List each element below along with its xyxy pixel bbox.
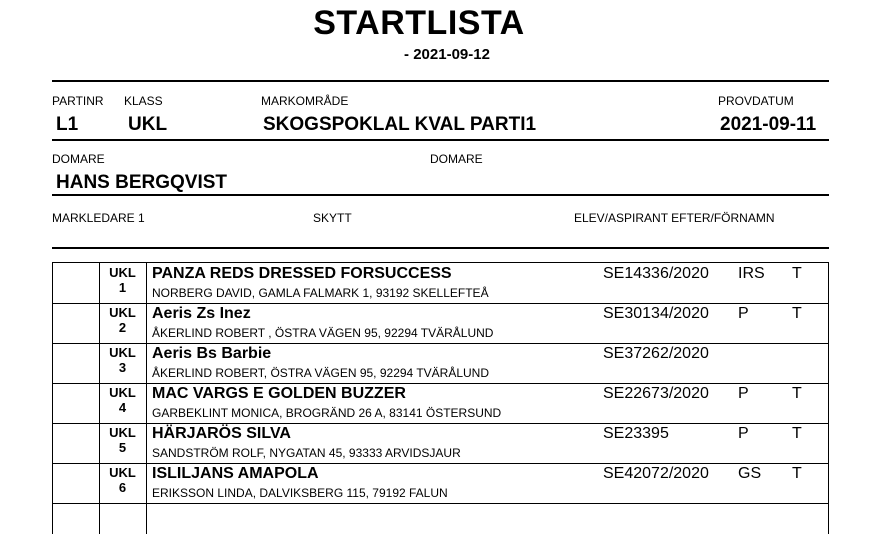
registration-number: SE42072/2020 bbox=[603, 465, 709, 482]
dog-name: ISLILJANS AMAPOLA bbox=[152, 465, 319, 482]
owner-info: NORBERG DAVID, GAMLA FALMARK 1, 93192 SKELLEFTEÅ bbox=[152, 286, 489, 300]
entry-class: UKL 1 bbox=[109, 265, 136, 295]
table-row bbox=[53, 463, 828, 504]
dog-name: PANZA REDS DRESSED FORSUCCESS bbox=[152, 265, 452, 282]
start-list-table bbox=[52, 262, 829, 534]
type-code: T bbox=[792, 265, 802, 282]
markledare-label: MARKLEDARE 1 bbox=[52, 211, 145, 225]
domare-value: HANS BERGQVIST bbox=[56, 172, 228, 193]
partinr-value: L1 bbox=[56, 114, 79, 135]
provdatum-label: PROVDATUM bbox=[718, 94, 794, 108]
breed-code: GS bbox=[738, 465, 762, 482]
domare-label-1: DOMARE bbox=[52, 152, 105, 166]
page-title: STARTLISTA bbox=[313, 4, 525, 42]
list-date: - 2021-09-12 bbox=[404, 46, 490, 63]
provdatum-value: 2021-09-11 bbox=[720, 114, 817, 135]
table-row bbox=[53, 303, 828, 344]
dog-name: HÄRJARÖS SILVA bbox=[152, 425, 291, 442]
skytt-label: SKYTT bbox=[313, 211, 352, 225]
owner-info: GARBEKLINT MONICA, BROGRÄND 26 A, 83141 ÖSTERSUND bbox=[152, 406, 502, 420]
breed-code: P bbox=[738, 385, 749, 402]
owner-info: ERIKSSON LINDA, DALVIKSBERG 115, 79192 FALUN bbox=[152, 486, 448, 500]
domare-label-2: DOMARE bbox=[430, 152, 483, 166]
type-code: T bbox=[792, 465, 802, 482]
dog-name: MAC VARGS E GOLDEN BUZZER bbox=[152, 385, 406, 402]
divider bbox=[52, 80, 829, 82]
entry-class: UKL 2 bbox=[109, 305, 136, 335]
partinr-label: PARTINR bbox=[52, 94, 104, 108]
divider bbox=[52, 139, 829, 141]
breed-code: IRS bbox=[738, 265, 765, 282]
elev-label: ELEV/ASPIRANT EFTER/FÖRNAMN bbox=[574, 211, 775, 225]
type-code: T bbox=[792, 425, 802, 442]
entry-class: UKL 4 bbox=[109, 385, 136, 415]
klass-value: UKL bbox=[128, 114, 168, 135]
breed-code: P bbox=[738, 305, 749, 322]
owner-info: ÅKERLIND ROBERT, ÖSTRA VÄGEN 95, 92294 TVÄRÅLUND bbox=[152, 366, 490, 380]
divider bbox=[52, 247, 829, 249]
owner-info: ÅKERLIND ROBERT , ÖSTRA VÄGEN 95, 92294 TVÄRÅLUND bbox=[152, 326, 494, 340]
registration-number: SE37262/2020 bbox=[603, 345, 709, 362]
table-row bbox=[53, 263, 828, 304]
registration-number: SE30134/2020 bbox=[603, 305, 709, 322]
entry-class: UKL 3 bbox=[109, 345, 136, 375]
klass-label: KLASS bbox=[124, 94, 163, 108]
breed-code: P bbox=[738, 425, 749, 442]
registration-number: SE23395 bbox=[603, 425, 669, 442]
entry-class: UKL 6 bbox=[109, 465, 136, 495]
divider bbox=[52, 194, 829, 196]
markomrade-value: SKOGSPOKLAL KVAL PARTI1 bbox=[263, 114, 537, 135]
type-code: T bbox=[792, 385, 802, 402]
registration-number: SE22673/2020 bbox=[603, 385, 709, 402]
table-row bbox=[53, 343, 828, 384]
type-code: T bbox=[792, 305, 802, 322]
entry-class: UKL 5 bbox=[109, 425, 136, 455]
markomrade-label: MARKOMRÅDE bbox=[261, 94, 349, 108]
table-row bbox=[53, 423, 828, 464]
dog-name: Aeris Bs Barbie bbox=[152, 345, 272, 362]
table-row bbox=[53, 383, 828, 424]
registration-number: SE14336/2020 bbox=[603, 265, 709, 282]
owner-info: SANDSTRÖM ROLF, NYGATAN 45, 93333 ARVIDSJAUR bbox=[152, 446, 461, 460]
dog-name: Aeris Zs Inez bbox=[152, 305, 251, 322]
